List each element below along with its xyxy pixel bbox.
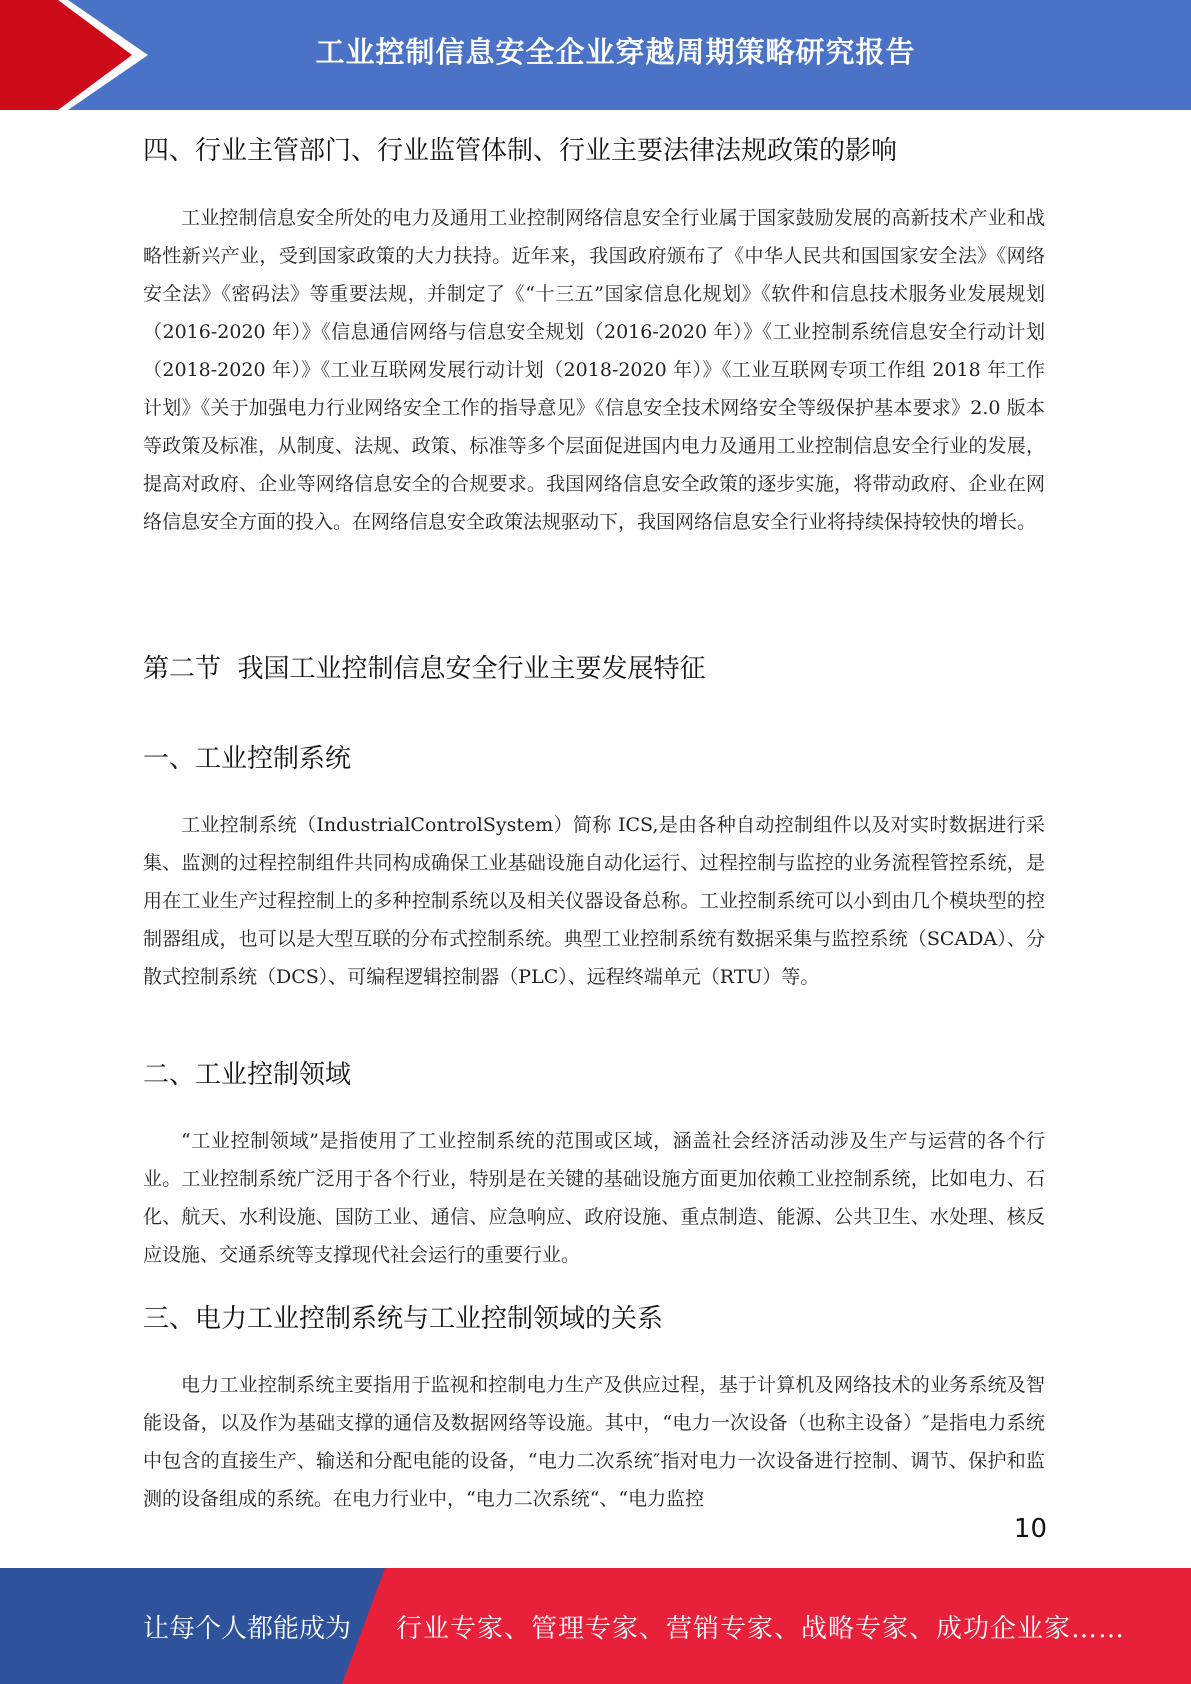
subsection-3-paragraph: 电力工业控制系统主要指用于监视和控制电力生产及供应过程，基于计算机及网络技术的业务系统及智能设备，以及作为基础支撑的通信及数据网络等设施。其中，“电力一次设备（也称主设备）″是指电力系统中包含的直接生产、输送和分配电能的设备，“电力二次系统″指对电力一次设备进行控制、调节、保护和监测的设备组成的系统。在电力行业中，“电力二次系统“、“电力监控 (143, 1374, 1045, 1510)
subsection-3-title: 三、电力工业控制系统与工业控制领域的关系 (143, 1304, 664, 1334)
header-arrow-red (0, 0, 132, 110)
section-4-title: 四、行业主管部门、行业监管体制、行业主要法律法规政策的影响 (143, 136, 898, 166)
subsection-2-title: 二、工业控制领域 (143, 1060, 352, 1090)
subsection-2-paragraph: “工业控制领域”是指使用了工业控制系统的范围或区域，涵盖社会经济活动涉及生产与运营的各个行业。工业控制系统广泛用于各个行业，特别是在关键的基础设施方面更加依赖工业控制系统，比如电力、石化、航天、水利设施、国防工业、通信、应急响应、政府设施、重点制造、能源、公共卫生、水处理、核反应设施、交通系统等支撑现代社会运行的重要行业。 (143, 1130, 1045, 1266)
header-title: 工业控制信息安全企业穿越周期策略研究报告 (315, 34, 916, 69)
section-4-paragraph: 工业控制信息安全所处的电力及通用工业控制网络信息安全行业属于国家鼓励发展的高新技术产业和战略性新兴产业，受到国家政策的大力扶持。近年来，我国政府颁布了《中华人民共和国国家安全法》《网络安全法》《密码法》等重要法规，并制定了《“十三五”国家信息化规划》《软件和信息技术服务业发展规划（2016-2020 年）》《信息通信网络与信息安全规划（2016-2020 年）》《工业控制系统信息安全行动计划（2018-2020 年）》《工业互联网发展行动计划（2018-2020 年）》《工业互联网专项工作组 2018 年工作计划》《关于加强电力行业网络安全工作的指导意见》《信息安全技术网络安全等级保护基本要求》2.0 版本等政策及标准，从制度、法规、政策、标准等多个层面促进国内电力及通用工业控制信息安全行业的发展，提高对政府、企业等网络信息安全的合规要求。我国网络信息安全政策的逐步实施，将带动政府、企业在网络信息安全方面的投入。在网络信息安全政策法规驱动下，我国网络信息安全行业将持续保持较快的增长。 (143, 207, 1045, 533)
footer-slogan-right: 行业专家、管理专家、营销专家、战略专家、成功企业家…… (396, 1613, 1126, 1644)
header-arrow-decoration (0, 0, 160, 110)
page-number: 10 (1013, 1514, 1047, 1544)
footer-slogan-left: 让每个人都能成为 (143, 1613, 352, 1644)
footer-band (0, 1568, 1191, 1684)
subsection-1-title: 一、工业控制系统 (143, 744, 352, 774)
header-band (0, 0, 1191, 110)
subsection-1-paragraph: 工业控制系统（IndustrialControlSystem）简称 ICS,是由各种自动控制组件以及对实时数据进行采集、监测的过程控制组件共同构成确保工业基础设施自动化运行、过程控制与监控的业务流程管控系统，是用在工业生产过程控制上的多种控制系统以及相关仪器设备总称。工业控制系统可以小到由几个模块型的控制器组成，也可以是大型互联的分布式控制系统。典型工业控制系统有数据采集与监控系统（SCADA）、分散式控制系统（DCS）、可编程逻辑控制器（PLC）、远程终端单元（RTU）等。 (143, 814, 1045, 988)
section-2-chapter-title: 第二节 我国工业控制信息安全行业主要发展特征 (143, 654, 706, 684)
